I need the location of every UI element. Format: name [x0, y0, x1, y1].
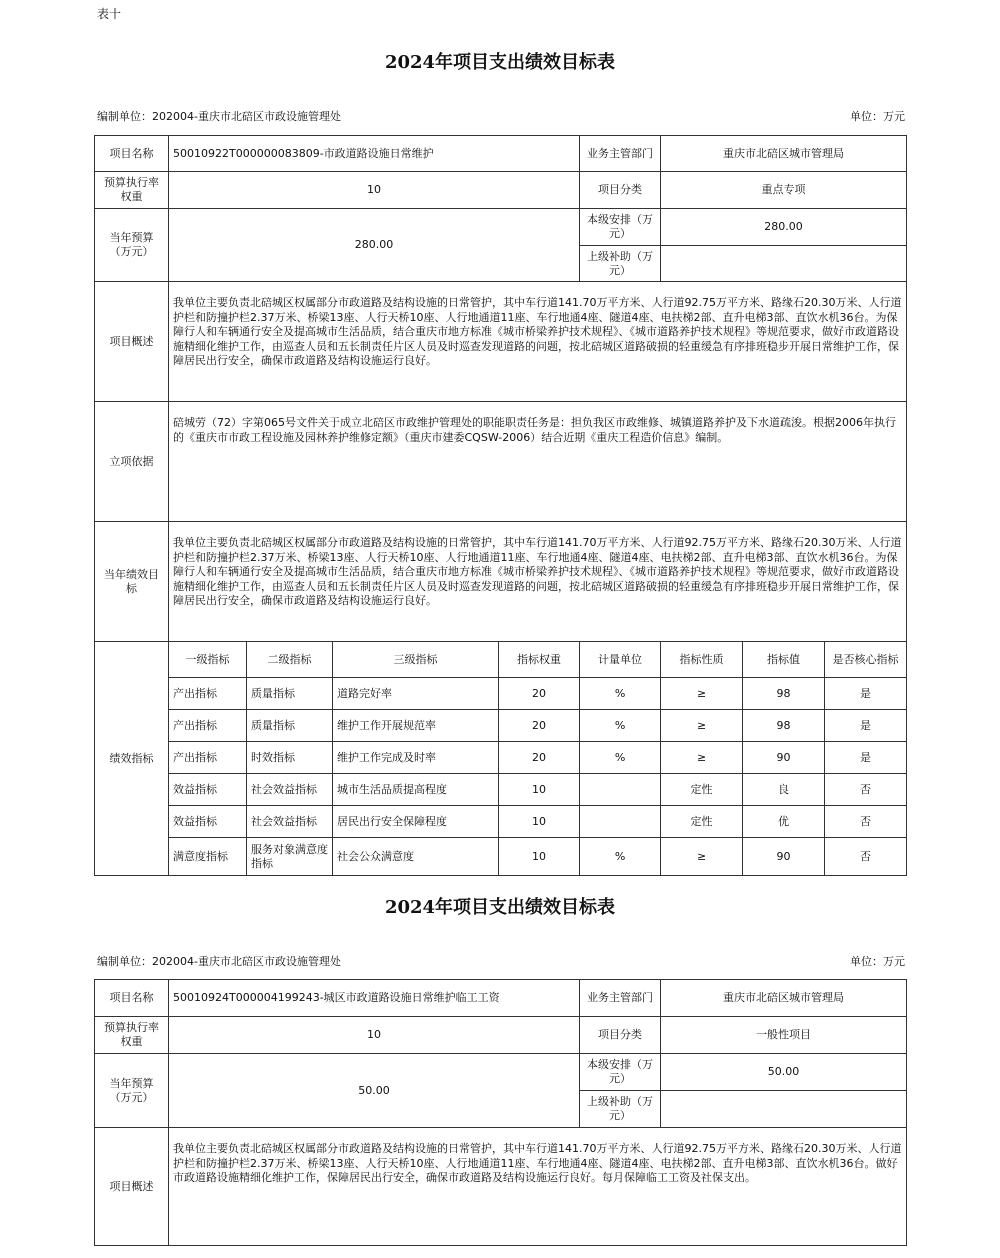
- table-row: [95, 742, 907, 774]
- cell-level2: 质量指标: [247, 678, 333, 710]
- local: 280.00: [661, 209, 907, 246]
- unit-name: 202004-重庆市北碚区市政设施管理处: [152, 110, 341, 123]
- header-value: 指标值: [743, 642, 825, 678]
- cell-weight: 10: [499, 838, 580, 876]
- header-level1: 一级指标: [169, 642, 247, 678]
- cell-level2: 时效指标: [247, 742, 333, 774]
- cell-level2: 服务对象满意度指标: [247, 838, 333, 876]
- cell-core: 否: [825, 838, 907, 876]
- cell-core: 是: [825, 710, 907, 742]
- cell-level3: 城市生活品质提高程度: [333, 774, 499, 806]
- cell-level3: 道路完好率: [333, 678, 499, 710]
- cell-value: 98: [743, 710, 825, 742]
- cell-unit: %: [580, 838, 661, 876]
- cell-value: 优: [743, 806, 825, 838]
- cell-level3: 维护工作完成及时率: [333, 742, 499, 774]
- label-goal: 当年绩效目标: [95, 522, 169, 642]
- label-overview: 项目概述: [95, 1128, 169, 1246]
- unit-line: [97, 108, 905, 124]
- cell-unit: %: [580, 710, 661, 742]
- cell-unit: [580, 806, 661, 838]
- label-dept: 业务主管部门: [580, 136, 661, 172]
- unit-label: 编制单位：: [97, 955, 152, 968]
- overview: 我单位主要负责北碚城区权属部分市政道路及结构设施的日常管护，其中车行道141.70万平方米、人行道92.75万平方米、路缘石20.30万米、人行道护栏和防撞护栏2.37万米、桥梁13座、人行天桥10座、人行地通道11座、车行地通4座、隧道4座、电扶梯2部、直升电梯3部、直饮水机36台。为保障行人和车辆通行安全及提高城市生活品质，结合重庆市地方标准《城市桥梁养护技术规程》、《城市道路养护技术规程》等规范要求，做好市政道路设施精细化维护工作，由巡查人员和五长制责任片区人员及时巡查发现道路的问题，按北碚城区道路破损的轻重缓急有序排班稳步开展日常维护工作，保障居民出行安全，确保市政道路及结构设施运行良好。: [169, 282, 907, 402]
- cell-weight: 20: [499, 742, 580, 774]
- cell-nature: ≥: [661, 710, 743, 742]
- label-weight: 预算执行率权重: [95, 1017, 169, 1054]
- label-dept: 业务主管部门: [580, 980, 661, 1017]
- label-indicators: 绩效指标: [95, 642, 169, 876]
- cell-nature: 定性: [661, 806, 743, 838]
- header-core: 是否核心指标: [825, 642, 907, 678]
- local: 50.00: [661, 1054, 907, 1091]
- form-title: 2024年项目支出绩效目标表: [384, 52, 616, 73]
- label-local: 本级安排（万元）: [580, 1054, 661, 1091]
- project-name: 50010924T000004199243-城区市政道路设施日常维护临工工资: [169, 980, 580, 1017]
- performance-table-1: [94, 135, 907, 876]
- cell-level2: 社会效益指标: [247, 806, 333, 838]
- cell-value: 90: [743, 838, 825, 876]
- upper: [661, 246, 907, 282]
- table-row: [95, 838, 907, 876]
- table-row: [95, 678, 907, 710]
- table-row: [95, 806, 907, 838]
- overview: 我单位主要负责北碚城区权属部分市政道路及结构设施的日常管护，其中车行道141.70万平方米、人行道92.75万平方米、路缘石20.30万米、人行道护栏和防撞护栏2.37万米、桥梁13座、人行天桥10座、人行地通道11座、车行地通4座、隧道4座、电扶梯2部、直升电梯3部、直饮水机36台。做好市政道路设施精细化维护工作，保障居民出行安全，确保市政道路及结构设施运行良好。每月保障临工工资及社保支出。: [169, 1128, 907, 1246]
- table-row: [95, 710, 907, 742]
- unit-right: 单位：万元: [850, 110, 905, 123]
- cell-level1: 满意度指标: [169, 838, 247, 876]
- cell-unit: %: [580, 678, 661, 710]
- header-unit: 计量单位: [580, 642, 661, 678]
- label-project-name: 项目名称: [95, 136, 169, 172]
- cell-core: 否: [825, 774, 907, 806]
- header-nature: 指标性质: [661, 642, 743, 678]
- cell-weight: 10: [499, 774, 580, 806]
- cell-level1: 产出指标: [169, 678, 247, 710]
- cell-level1: 效益指标: [169, 806, 247, 838]
- cell-unit: %: [580, 742, 661, 774]
- category: 重点专项: [661, 172, 907, 209]
- label-project-name: 项目名称: [95, 980, 169, 1017]
- upper: [661, 1091, 907, 1128]
- cell-level2: 质量指标: [247, 710, 333, 742]
- table-row: [95, 774, 907, 806]
- cell-core: 是: [825, 678, 907, 710]
- header-weight: 指标权重: [499, 642, 580, 678]
- label-budget: 当年预算（万元）: [95, 209, 169, 282]
- weight: 10: [169, 1017, 580, 1054]
- label-local: 本级安排（万元）: [580, 209, 661, 246]
- label-overview: 项目概述: [95, 282, 169, 402]
- cell-value: 98: [743, 678, 825, 710]
- cell-core: 否: [825, 806, 907, 838]
- unit-right: 单位：万元: [850, 955, 905, 968]
- header-level3: 三级指标: [333, 642, 499, 678]
- unit-label: 编制单位：: [97, 110, 152, 123]
- cell-level1: 产出指标: [169, 742, 247, 774]
- cell-nature: ≥: [661, 838, 743, 876]
- cell-unit: [580, 774, 661, 806]
- cell-level1: 产出指标: [169, 710, 247, 742]
- basis: 碚城劳（72）字第065号文件关于成立北碚区市政维护管理处的职能职责任务是：担负我区市政维修、城镇道路养护及下水道疏浚。根据2006年执行的《重庆市市政工程设施及园林养护维修定额》（重庆市建委CQSW-2006）结合近期《重庆工程造价信息》编制。: [169, 402, 907, 522]
- cell-level3: 维护工作开展规范率: [333, 710, 499, 742]
- performance-table-2: [94, 979, 907, 1246]
- header-level2: 二级指标: [247, 642, 333, 678]
- dept: 重庆市北碚区城市管理局: [661, 136, 907, 172]
- label-weight: 预算执行率权重: [95, 172, 169, 209]
- cell-value: 90: [743, 742, 825, 774]
- budget: 50.00: [169, 1054, 580, 1128]
- label-basis: 立项依据: [95, 402, 169, 522]
- label-budget: 当年预算（万元）: [95, 1054, 169, 1128]
- label-upper: 上级补助（万元）: [580, 1091, 661, 1128]
- cell-weight: 10: [499, 806, 580, 838]
- cell-weight: 20: [499, 710, 580, 742]
- table-label: 表十: [97, 7, 122, 21]
- cell-core: 是: [825, 742, 907, 774]
- cell-nature: ≥: [661, 742, 743, 774]
- label-category: 项目分类: [580, 172, 661, 209]
- unit-name: 202004-重庆市北碚区市政设施管理处: [152, 955, 341, 968]
- cell-nature: ≥: [661, 678, 743, 710]
- unit-line: [97, 953, 905, 969]
- cell-value: 良: [743, 774, 825, 806]
- cell-weight: 20: [499, 678, 580, 710]
- form-title: 2024年项目支出绩效目标表: [384, 897, 616, 918]
- cell-level1: 效益指标: [169, 774, 247, 806]
- cell-level3: 居民出行安全保障程度: [333, 806, 499, 838]
- cell-nature: 定性: [661, 774, 743, 806]
- budget: 280.00: [169, 209, 580, 282]
- cell-level2: 社会效益指标: [247, 774, 333, 806]
- dept: 重庆市北碚区城市管理局: [661, 980, 907, 1017]
- weight: 10: [169, 172, 580, 209]
- project-name: 50010922T000000083809-市政道路设施日常维护: [169, 136, 580, 172]
- label-category: 项目分类: [580, 1017, 661, 1054]
- goal: 我单位主要负责北碚城区权属部分市政道路及结构设施的日常管护，其中车行道141.70万平方米、人行道92.75万平方米、路缘石20.30万米、人行道护栏和防撞护栏2.37万米、桥梁13座、人行天桥10座、人行地通道11座、车行地通4座、隧道4座、电扶梯2部、直升电梯3部、直饮水机36台。为保障行人和车辆通行安全及提高城市生活品质，结合重庆市地方标准《城市桥梁养护技术规程》、《城市道路养护技术规程》等规范要求，做好市政道路设施精细化维护工作，由巡查人员和五长制责任片区人员及时巡查发现道路的问题，按北碚城区道路破损的轻重缓急有序排班稳步开展日常维护工作，保障居民出行安全，确保市政道路及结构设施运行良好。: [169, 522, 907, 642]
- cell-level3: 社会公众满意度: [333, 838, 499, 876]
- category: 一般性项目: [661, 1017, 907, 1054]
- label-upper: 上级补助（万元）: [580, 246, 661, 282]
